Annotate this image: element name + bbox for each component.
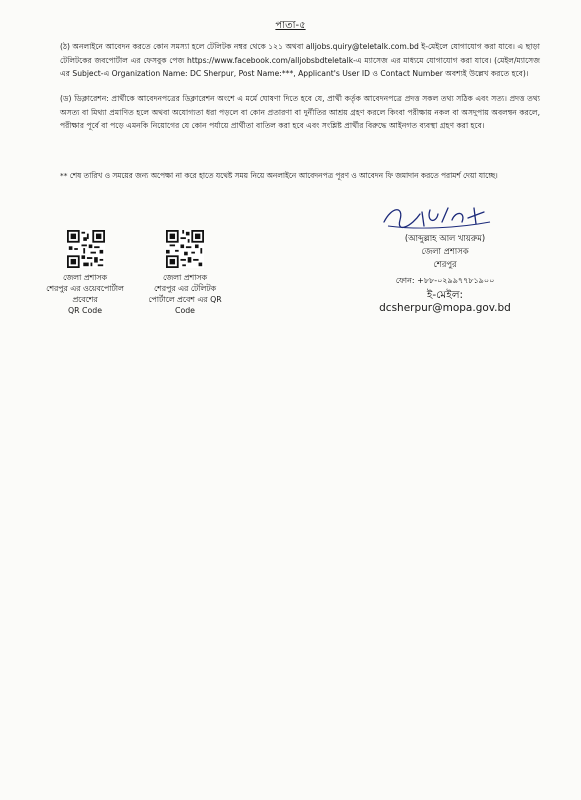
paragraph-online-support: (ঠ) অনলাইনে আবেদন করতে কোন সমস্যা হলে টেলিটক নম্বর থেকে ১২১ অথবা alljobs.quiry@teletalk.com.bd ই-মেইলে যোগাযোগ করা যাবে। এ ছাড়া টেলিটকের জবপোর্টাল এর ফেসবুক পেজ https://www.facebook.com/alljobsbdteletalk-এ ম্যাসেজ এর মাধ্যমে যোগাযোগ করা যাবে। (মেইল/ম্যাসেজ এর Subject-এ Organization Name: DC Sherpur, Post Name:***, Applicant's User ID ও Contact Number অবশ্যই উল্লেখ করতে হবে)। [60, 42, 540, 78]
qr-caption-line: জেলা প্রশাসক [163, 273, 207, 282]
qr-code-teletalk-portal[interactable] [166, 230, 204, 268]
qr-caption-line: শেরপুর এর টেলিটক [154, 284, 216, 293]
qr-caption-web-portal [30, 272, 140, 316]
handwritten-signature [378, 200, 498, 232]
signatory-email[interactable]: ই-মেইল: dcsherpur@mopa.gov.bd [379, 289, 511, 314]
signatory-name: (আব্দুল্লাহ আল খায়রুম) [404, 233, 486, 243]
signatory-phone: ফোন: +৮৮-০২৯৯৭৭৮১৯০০ [395, 276, 495, 285]
qr-caption-line: জেলা প্রশাসক [63, 273, 107, 282]
deadline-note: ** শেষ তারিখ ও সময়ের জন্য অপেক্ষা না করে হাতে যথেষ্ট সময় নিয়ে অনলাইনে আবেদনপত্র পূরণ ও আবেদন ফি জমাদান করতে পরামর্শ দেয়া যাচ্ছে। [60, 171, 498, 180]
paragraph-declaration: (ড) ডিক্লারেশন: প্রার্থীকে আবেদনপত্রের ডিক্লারেশন অংশে এ মর্মে ঘোষণা দিতে হবে যে, প্রার্থী কর্তৃক আবেদনপত্রে প্রদত্ত সকল তথ্য সঠিক এবং সত্য। প্রদত্ত তথ্য অসত্য বা মিথ্যা প্রমাণিত হলে অথবা অযোগ্যতা ধরা পড়লে বা কোন প্রতারণা বা দুর্নীতির আশ্রয় গ্রহণ করলে কিংবা পরীক্ষায় নকল বা অসদুপায় অবলম্বন করলে, পরীক্ষার পূর্বে বা পড়ে এমনকি নিয়োগের যে কোন পর্যায়ে প্রার্থীতা বাতিল করা হবে এবং সংশ্লিষ্ট প্রার্থীর বিরুদ্ধে আইনগত ব্যবস্থা গ্রহণ করা হবে। [60, 94, 540, 130]
qr-caption-line: শেরপুর এর ওয়েবপোর্টাল [46, 284, 124, 293]
qr-caption-line: Code [175, 306, 195, 315]
page-number: পাতা-৫ [275, 20, 306, 31]
signatory-district: শেরপুর [433, 259, 457, 269]
qr-caption-line: QR Code [68, 306, 102, 315]
qr-caption-teletalk-portal [130, 272, 240, 316]
qr-code-web-portal[interactable] [67, 230, 105, 268]
signatory-block [360, 232, 530, 315]
qr-caption-line: পোর্টালে প্রবেশ এর QR [148, 295, 222, 304]
signatory-title: জেলা প্রশাসক [421, 246, 469, 256]
qr-caption-line: প্রবেশের [72, 295, 98, 304]
